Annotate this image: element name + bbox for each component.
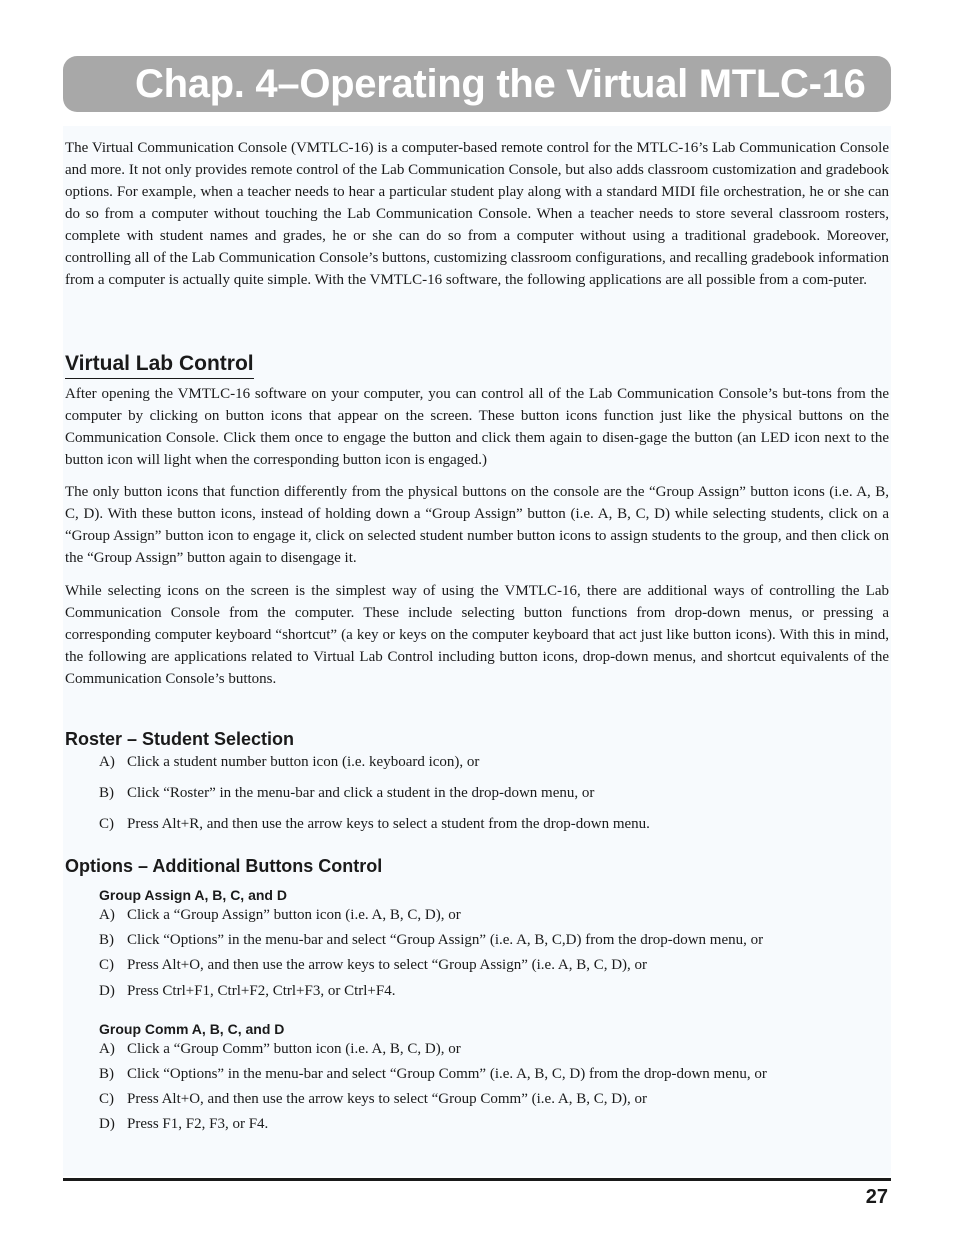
list-marker: C)	[99, 957, 114, 973]
body-paragraph: While selecting icons on the screen is the simplest way of using the VMTLC-16, there are additional ways of controlling the Lab Communication Console from the computer. These include selecting button functions from drop-down menus, or pressing a corresponding computer keyboard “shortcut” (a key or keys on the computer keyboard that act just like button icons). With this in mind, the following are applications related to Virtual Lab Control including button icons, drop-down menus, and shortcut equivalents of the Communication Console’s buttons.	[65, 583, 889, 687]
list-item-text: Click “Options” in the menu-bar and select “Group Assign” (i.e. A, B, C,D) from the drop-down menu, or	[127, 932, 764, 948]
minor-heading-group-assign: Group Assign A, B, C, and D	[99, 887, 287, 903]
list-item	[99, 981, 889, 1001]
list-item-text: Press Alt+O, and then use the arrow keys to select “Group Assign” (i.e. A, B, C, D), or	[127, 957, 648, 973]
list-marker: A)	[99, 1041, 115, 1057]
footer-rule	[63, 1178, 891, 1181]
list-item-text: Click “Roster” in the menu-bar and click a student in the drop-down menu, or	[127, 785, 595, 801]
list-item-text: Press F1, F2, F3, or F4.	[127, 1116, 269, 1132]
list-item	[99, 905, 889, 925]
list-item	[99, 1039, 889, 1059]
body-paragraph: After opening the VMTLC-16 software on your computer, you can control all of the Lab Communication Console’s but-tons from the computer by clicking on button icons that appear on the screen. These button icons function just like the physical buttons on the Communication Console. Click them once to engage the button and click them again to disen-gage the button (an LED icon next to the button icon will light when the corresponding button icon is engaged.)	[65, 386, 889, 468]
list-item	[99, 752, 889, 772]
list-item-text: Press Alt+O, and then use the arrow keys to select “Group Comm” (i.e. A, B, C, D), or	[127, 1091, 648, 1107]
list-item-text: Press Ctrl+F1, Ctrl+F2, Ctrl+F3, or Ctrl+F4.	[127, 983, 396, 999]
list-marker: D)	[99, 1116, 115, 1132]
minor-heading-group-comm: Group Comm A, B, C, and D	[99, 1021, 285, 1037]
section-heading-virtual-lab-control: Virtual Lab Control	[65, 351, 254, 379]
list-marker: C)	[99, 1091, 114, 1107]
list-item	[99, 1089, 889, 1109]
list-item-text: Click “Options” in the menu-bar and select “Group Comm” (i.e. A, B, C, D) from the drop-down menu, or	[127, 1066, 767, 1082]
page-number: 27	[865, 1186, 888, 1208]
list-marker: B)	[99, 932, 114, 948]
subheading-options: Options – Additional Buttons Control	[65, 856, 383, 876]
list-item	[99, 930, 889, 950]
list-item-text: Press Alt+R, and then use the arrow keys to select a student from the drop-down menu.	[127, 816, 650, 832]
list-item	[99, 1064, 889, 1084]
list-marker: B)	[99, 785, 114, 801]
list-item	[99, 955, 889, 975]
list-item	[99, 1114, 889, 1134]
list-item-text: Click a “Group Comm” button icon (i.e. A, B, C, D), or	[127, 1041, 461, 1057]
list-item-text: Click a “Group Assign” button icon (i.e. A, B, C, D), or	[127, 907, 461, 923]
list-marker: D)	[99, 983, 115, 999]
intro-paragraph: The Virtual Communication Console (VMTLC-16) is a computer-based remote control for the MTLC-16’s Lab Communication Console and more. It not only provides remote control of the Lab Communication Console, but also adds classroom customization and gradebook options. For example, when a teacher needs to hear a particular student play along with a standard MIDI file orchestration, he or she can do so from a computer without touching the Lab Communication Console. When a teacher needs to store several classroom rosters, complete with student names and grades, he or she can do so from a computer without using a traditional gradebook. Moreover, controlling all of the Lab Communication Console’s buttons, customizing classroom configurations, and recalling gradebook information from a computer is actually quite simple. With the VMTLC-16 software, the following applications are all possible from a com-puter.	[65, 140, 890, 288]
list-item	[99, 814, 889, 834]
list-marker: C)	[99, 816, 114, 832]
list-marker: B)	[99, 1066, 114, 1082]
list-item	[99, 783, 889, 803]
list-marker: A)	[99, 754, 115, 770]
list-item-text: Click a student number button icon (i.e. keyboard icon), or	[127, 754, 480, 770]
subheading-roster: Roster – Student Selection	[65, 729, 295, 749]
body-paragraph: The only button icons that function differently from the physical buttons on the console are the “Group Assign” button icons (i.e. A, B, C, D). With these button icons, instead of holding down a “Group Assign” button (i.e. A, B, C, D) while selecting students, click on a “Group Assign” button icon to engage it, click on selected student number button icons to assign students to the group, and then click on the “Group Assign” button again to disengage it.	[65, 484, 889, 566]
list-marker: A)	[99, 907, 115, 923]
chapter-title: Chap. 4–Operating the Virtual MTLC-16	[135, 62, 866, 106]
